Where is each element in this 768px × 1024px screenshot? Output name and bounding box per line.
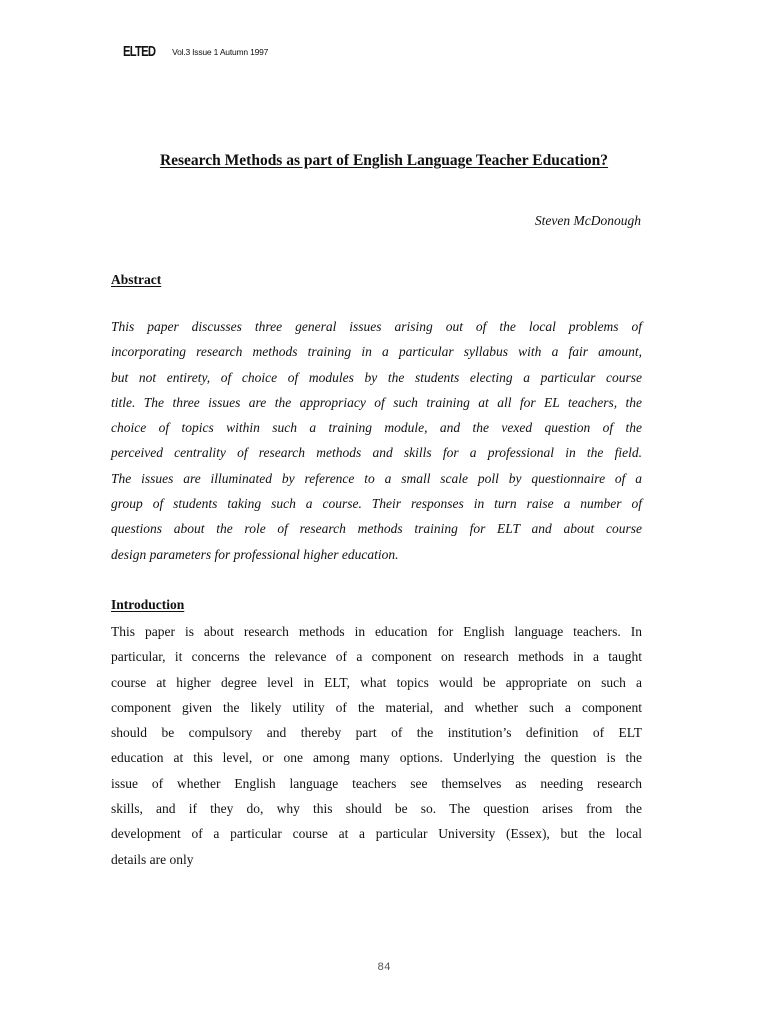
introduction-line: education at this level, or one among many options. Underlying the question is the: [111, 750, 642, 766]
abstract-line: questions about the role of research methods training for ELT and about course: [111, 521, 642, 537]
abstract-line: incorporating research methods training in a particular syllabus with a fair amount,: [111, 344, 642, 360]
introduction-line: details are only: [111, 851, 194, 867]
abstract-line: perceived centrality of research methods and skills for a professional in the field.: [111, 445, 642, 461]
abstract-line: group of students taking such a course. Their responses in turn raise a number of: [111, 496, 642, 512]
introduction-line: This paper is about research methods in education for English language teachers. In: [111, 624, 642, 639]
introduction-line: development of a particular course at a particular University (Essex), but the local: [111, 826, 642, 842]
introduction-line: component given the likely utility of the material, and whether such a component: [111, 699, 642, 715]
abstract-line: choice of topics within such a training module, and the vexed question of the: [111, 420, 642, 436]
page-number: 84: [377, 962, 391, 974]
abstract-line: title. The three issues are the appropriacy of such training at all for EL teachers, the: [111, 394, 642, 410]
introduction-line: issue of whether English language teachers see themselves as needing research: [111, 775, 642, 791]
introduction-heading: Introduction: [111, 597, 185, 612]
journal-header: [123, 44, 268, 59]
abstract-line: design parameters for professional higher education.: [111, 546, 399, 562]
introduction-line: course at higher degree level in ELT, what topics would be appropriate on such a: [111, 674, 642, 690]
issue-info: Vol.3 Issue 1 Autumn 1997: [172, 46, 269, 57]
abstract-line: This paper discusses three general issues arising out of the local problems of: [111, 319, 642, 334]
author-name: Steven McDonough: [534, 213, 641, 228]
abstract-line: but not entirety, of choice of modules by the students electing a particular course: [111, 369, 642, 385]
journal-logo: ELTED: [123, 43, 156, 60]
introduction-paragraph: [111, 619, 642, 872]
abstract-heading: Abstract: [111, 272, 162, 287]
abstract-line: The issues are illuminated by reference to a small scale poll by questionnaire of a: [111, 470, 642, 486]
introduction-line: particular, it concerns the relevance of a component on research methods in a taught: [111, 649, 642, 665]
paper-title: Research Methods as part of English Language Teacher Education?: [159, 152, 609, 169]
abstract-paragraph: [111, 314, 642, 567]
introduction-line: skills, and if they do, why this should be so. The question arises from the: [111, 801, 642, 817]
introduction-line: should be compulsory and thereby part of the institution’s definition of ELT: [111, 725, 642, 741]
